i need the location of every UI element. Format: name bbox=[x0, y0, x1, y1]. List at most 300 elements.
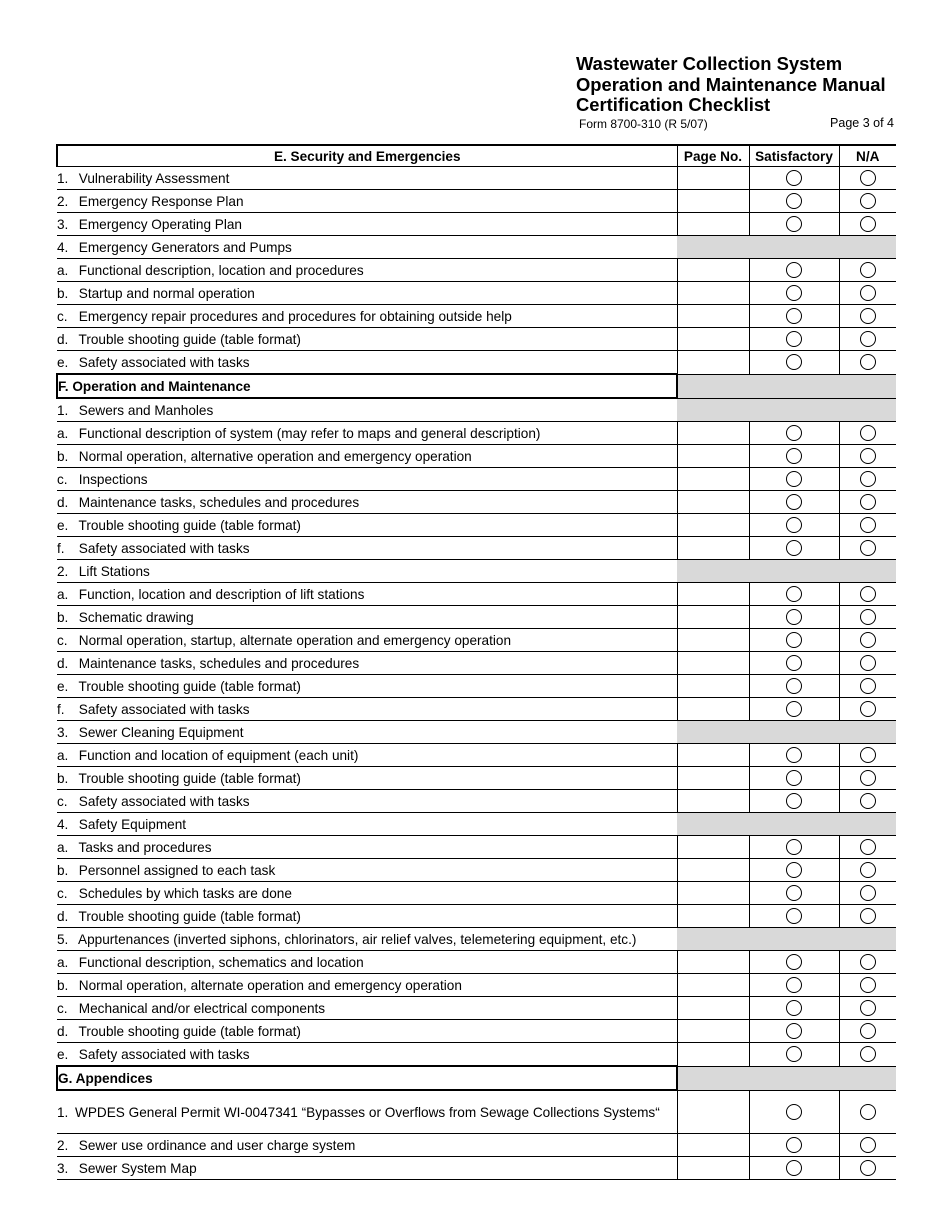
subitem-label: Normal operation, alternative operation and emergency operation bbox=[78, 448, 472, 464]
satisfactory-cell bbox=[749, 259, 839, 282]
page-no-cell[interactable] bbox=[677, 351, 749, 375]
satisfactory-cell bbox=[749, 213, 839, 236]
subitem-label: Function, location and description of lift stations bbox=[78, 586, 365, 602]
na-cell bbox=[839, 698, 896, 721]
page-no-cell[interactable] bbox=[677, 606, 749, 629]
subitem-label-cell bbox=[57, 514, 677, 537]
table-row bbox=[57, 790, 896, 813]
subitem-letter: d. bbox=[57, 494, 69, 510]
subitem-label-cell bbox=[57, 836, 677, 859]
subitem-label: Inspections bbox=[78, 471, 148, 487]
page-no-cell[interactable] bbox=[677, 491, 749, 514]
page-no-cell[interactable] bbox=[677, 997, 749, 1020]
table-row bbox=[57, 859, 896, 882]
na-radio[interactable] bbox=[860, 216, 876, 232]
page-no-cell[interactable] bbox=[677, 190, 749, 213]
na-radio[interactable] bbox=[860, 609, 876, 625]
table-row bbox=[57, 698, 896, 721]
na-cell bbox=[839, 790, 896, 813]
satisfactory-cell bbox=[749, 445, 839, 468]
na-radio[interactable] bbox=[860, 354, 876, 370]
na-cell bbox=[839, 422, 896, 445]
subitem-label-cell bbox=[57, 328, 677, 351]
item-number: 2. bbox=[57, 1137, 69, 1153]
subitem-label-cell bbox=[57, 905, 677, 928]
table-row bbox=[57, 1157, 896, 1180]
satisfactory-cell bbox=[749, 491, 839, 514]
page-no-cell[interactable] bbox=[677, 652, 749, 675]
subitem-label: Tasks and procedures bbox=[78, 839, 212, 855]
table-row bbox=[57, 767, 896, 790]
table-row bbox=[57, 282, 896, 305]
subitem-letter: a. bbox=[57, 425, 69, 441]
table-row bbox=[57, 675, 896, 698]
page-no-cell[interactable] bbox=[677, 514, 749, 537]
subitem-label: Mechanical and/or electrical components bbox=[78, 1000, 326, 1016]
table-row bbox=[57, 652, 896, 675]
table-row bbox=[57, 468, 896, 491]
na-radio[interactable] bbox=[860, 285, 876, 301]
satisfactory-radio[interactable] bbox=[786, 494, 802, 510]
table-row bbox=[57, 351, 896, 375]
satisfactory-radio[interactable] bbox=[786, 977, 802, 993]
na-radio[interactable] bbox=[860, 747, 876, 763]
table-header-row bbox=[57, 145, 896, 167]
subitem-label: Safety associated with tasks bbox=[78, 793, 250, 809]
satisfactory-cell bbox=[749, 1090, 839, 1134]
na-radio[interactable] bbox=[860, 193, 876, 209]
na-cell bbox=[839, 351, 896, 375]
item-label: Emergency Response Plan bbox=[78, 193, 244, 209]
satisfactory-radio[interactable] bbox=[786, 170, 802, 186]
na-radio[interactable] bbox=[860, 770, 876, 786]
subitem-letter: f. bbox=[57, 701, 65, 717]
subitem-label-cell bbox=[57, 790, 677, 813]
subitem-letter: c. bbox=[57, 793, 68, 809]
subitem-label-cell bbox=[57, 351, 677, 375]
subitem-label-cell bbox=[57, 422, 677, 445]
page-no-cell[interactable] bbox=[677, 1020, 749, 1043]
na-cell bbox=[839, 974, 896, 997]
item-label: Emergency Generators and Pumps bbox=[78, 239, 292, 255]
shaded-cell bbox=[677, 1066, 896, 1090]
satisfactory-cell bbox=[749, 859, 839, 882]
page-no-cell[interactable] bbox=[677, 675, 749, 698]
satisfactory-cell bbox=[749, 422, 839, 445]
na-cell bbox=[839, 1043, 896, 1067]
table-row bbox=[57, 305, 896, 328]
col-na: N/A bbox=[839, 145, 896, 167]
subitem-label: Functional description, schematics and location bbox=[78, 954, 364, 970]
na-cell bbox=[839, 514, 896, 537]
table-row bbox=[57, 1134, 896, 1157]
satisfactory-radio[interactable] bbox=[786, 586, 802, 602]
page-no-cell[interactable] bbox=[677, 698, 749, 721]
na-cell bbox=[839, 675, 896, 698]
subitem-letter: c. bbox=[57, 885, 68, 901]
na-radio[interactable] bbox=[860, 977, 876, 993]
page-no-cell[interactable] bbox=[677, 767, 749, 790]
na-cell bbox=[839, 1020, 896, 1043]
satisfactory-radio[interactable] bbox=[786, 678, 802, 694]
subitem-label-cell bbox=[57, 859, 677, 882]
satisfactory-radio[interactable] bbox=[786, 862, 802, 878]
na-radio[interactable] bbox=[860, 308, 876, 324]
satisfactory-radio[interactable] bbox=[786, 839, 802, 855]
satisfactory-radio[interactable] bbox=[786, 285, 802, 301]
item-label-cell bbox=[57, 560, 677, 583]
satisfactory-radio[interactable] bbox=[786, 1137, 802, 1153]
item-label-cell bbox=[57, 213, 677, 236]
item-number: 4. bbox=[57, 239, 69, 255]
page-no-cell[interactable] bbox=[677, 905, 749, 928]
satisfactory-radio[interactable] bbox=[786, 1023, 802, 1039]
subitem-label-cell bbox=[57, 951, 677, 974]
table-row bbox=[57, 997, 896, 1020]
satisfactory-cell bbox=[749, 974, 839, 997]
shaded-cell bbox=[677, 721, 896, 744]
shaded-cell bbox=[677, 928, 896, 951]
section-f-title: F. Operation and Maintenance bbox=[57, 374, 677, 398]
na-cell bbox=[839, 213, 896, 236]
na-radio[interactable] bbox=[860, 862, 876, 878]
subitem-letter: d. bbox=[57, 655, 69, 671]
subitem-letter: d. bbox=[57, 1023, 69, 1039]
item-label-cell bbox=[57, 928, 677, 951]
item-label-cell bbox=[57, 190, 677, 213]
na-cell bbox=[839, 305, 896, 328]
subitem-label: Safety associated with tasks bbox=[78, 354, 250, 370]
na-cell bbox=[839, 445, 896, 468]
satisfactory-radio[interactable] bbox=[786, 540, 802, 556]
page-no-cell[interactable] bbox=[677, 282, 749, 305]
title-line-2: Operation and Maintenance Manual bbox=[576, 73, 886, 95]
subitem-letter: a. bbox=[57, 839, 69, 855]
satisfactory-cell bbox=[749, 468, 839, 491]
na-radio[interactable] bbox=[860, 425, 876, 441]
subitem-label-cell bbox=[57, 1043, 677, 1067]
subitem-letter: b. bbox=[57, 448, 69, 464]
na-cell bbox=[839, 583, 896, 606]
table-row bbox=[57, 190, 896, 213]
shaded-cell bbox=[677, 813, 896, 836]
subitem-letter: d. bbox=[57, 908, 69, 924]
satisfactory-cell bbox=[749, 190, 839, 213]
table-row bbox=[57, 213, 896, 236]
subitem-letter: b. bbox=[57, 285, 69, 301]
na-cell bbox=[839, 1090, 896, 1134]
satisfactory-radio[interactable] bbox=[786, 1000, 802, 1016]
subitem-label-cell bbox=[57, 583, 677, 606]
satisfactory-cell bbox=[749, 1043, 839, 1067]
page-no-cell[interactable] bbox=[677, 445, 749, 468]
item-label: Sewers and Manholes bbox=[78, 402, 214, 418]
satisfactory-cell bbox=[749, 167, 839, 190]
item-label: Lift Stations bbox=[78, 563, 150, 579]
na-radio[interactable] bbox=[860, 678, 876, 694]
item-label: Sewer use ordinance and user charge system bbox=[78, 1137, 356, 1153]
subitem-label: Safety associated with tasks bbox=[78, 1046, 250, 1062]
satisfactory-radio[interactable] bbox=[786, 471, 802, 487]
item-number: 1. bbox=[57, 170, 69, 186]
table-row bbox=[57, 167, 896, 190]
table-row bbox=[57, 398, 896, 422]
na-radio[interactable] bbox=[860, 655, 876, 671]
table-row bbox=[57, 1020, 896, 1043]
item-label: Appurtenances (inverted siphons, chlorinators, air relief valves, telemetering equipment, etc.) bbox=[78, 931, 637, 947]
satisfactory-radio[interactable] bbox=[786, 1160, 802, 1176]
na-radio[interactable] bbox=[860, 1000, 876, 1016]
na-radio[interactable] bbox=[860, 540, 876, 556]
col-page-no: Page No. bbox=[677, 145, 749, 167]
table-row bbox=[57, 1090, 896, 1134]
na-cell bbox=[839, 491, 896, 514]
na-cell bbox=[839, 167, 896, 190]
item-label: Vulnerability Assessment bbox=[78, 170, 230, 186]
table-row bbox=[57, 236, 896, 259]
subitem-label-cell bbox=[57, 997, 677, 1020]
satisfactory-radio[interactable] bbox=[786, 216, 802, 232]
na-radio[interactable] bbox=[860, 1023, 876, 1039]
item-label-cell bbox=[57, 721, 677, 744]
satisfactory-cell bbox=[749, 351, 839, 375]
satisfactory-radio[interactable] bbox=[786, 954, 802, 970]
na-radio[interactable] bbox=[860, 517, 876, 533]
subitem-letter: a. bbox=[57, 747, 69, 763]
subitem-letter: c. bbox=[57, 1000, 68, 1016]
subitem-label-cell bbox=[57, 259, 677, 282]
na-radio[interactable] bbox=[860, 448, 876, 464]
satisfactory-radio[interactable] bbox=[786, 701, 802, 717]
satisfactory-cell bbox=[749, 836, 839, 859]
satisfactory-radio[interactable] bbox=[786, 193, 802, 209]
satisfactory-radio[interactable] bbox=[786, 609, 802, 625]
na-radio[interactable] bbox=[860, 170, 876, 186]
satisfactory-radio[interactable] bbox=[786, 747, 802, 763]
page-no-cell[interactable] bbox=[677, 305, 749, 328]
page-no-cell[interactable] bbox=[677, 836, 749, 859]
title-line-3: Certification Checklist bbox=[576, 94, 771, 115]
page-no-cell[interactable] bbox=[677, 744, 749, 767]
item-number: 4. bbox=[57, 816, 69, 832]
satisfactory-cell bbox=[749, 790, 839, 813]
subitem-label-cell bbox=[57, 882, 677, 905]
item-number: 2. bbox=[57, 563, 69, 579]
satisfactory-radio[interactable] bbox=[786, 448, 802, 464]
item-label: Emergency Operating Plan bbox=[78, 216, 242, 232]
satisfactory-cell bbox=[749, 328, 839, 351]
table-row bbox=[57, 560, 896, 583]
na-cell bbox=[839, 744, 896, 767]
na-radio[interactable] bbox=[860, 494, 876, 510]
table-row bbox=[57, 445, 896, 468]
satisfactory-cell bbox=[749, 905, 839, 928]
page-no-cell[interactable] bbox=[677, 859, 749, 882]
page-no-cell[interactable] bbox=[677, 328, 749, 351]
page-no-cell[interactable] bbox=[677, 1157, 749, 1180]
item-label: Sewer System Map bbox=[78, 1160, 197, 1176]
satisfactory-cell bbox=[749, 675, 839, 698]
shaded-cell bbox=[677, 374, 896, 398]
table-row bbox=[57, 422, 896, 445]
section-row bbox=[57, 374, 896, 398]
document-title bbox=[576, 54, 936, 116]
na-radio[interactable] bbox=[860, 471, 876, 487]
form-number: Form 8700-310 (R 5/07) bbox=[579, 117, 708, 131]
na-radio[interactable] bbox=[860, 1104, 876, 1120]
na-radio[interactable] bbox=[860, 954, 876, 970]
satisfactory-cell bbox=[749, 951, 839, 974]
subitem-label-cell bbox=[57, 652, 677, 675]
table-row bbox=[57, 813, 896, 836]
subitem-label: Trouble shooting guide (table format) bbox=[78, 908, 301, 924]
na-radio[interactable] bbox=[860, 632, 876, 648]
subitem-label: Trouble shooting guide (table format) bbox=[78, 770, 301, 786]
satisfactory-cell bbox=[749, 997, 839, 1020]
satisfactory-radio[interactable] bbox=[786, 793, 802, 809]
subitem-letter: c. bbox=[57, 308, 68, 324]
satisfactory-radio[interactable] bbox=[786, 354, 802, 370]
satisfactory-cell bbox=[749, 606, 839, 629]
subitem-letter: b. bbox=[57, 770, 69, 786]
item-label-cell bbox=[57, 1157, 677, 1180]
item-number: 3. bbox=[57, 724, 69, 740]
satisfactory-radio[interactable] bbox=[786, 517, 802, 533]
satisfactory-radio[interactable] bbox=[786, 331, 802, 347]
na-cell bbox=[839, 859, 896, 882]
page-no-cell[interactable] bbox=[677, 468, 749, 491]
subitem-letter: b. bbox=[57, 977, 69, 993]
page-no-cell[interactable] bbox=[677, 259, 749, 282]
page-no-cell[interactable] bbox=[677, 1134, 749, 1157]
satisfactory-radio[interactable] bbox=[786, 1104, 802, 1120]
na-radio[interactable] bbox=[860, 1160, 876, 1176]
page-no-cell[interactable] bbox=[677, 882, 749, 905]
table-row bbox=[57, 514, 896, 537]
satisfactory-cell bbox=[749, 1157, 839, 1180]
page-no-cell[interactable] bbox=[677, 790, 749, 813]
item-label-cell bbox=[57, 813, 677, 836]
subitem-letter: f. bbox=[57, 540, 65, 556]
satisfactory-radio[interactable] bbox=[786, 1046, 802, 1062]
subitem-letter: e. bbox=[57, 678, 69, 694]
na-radio[interactable] bbox=[860, 908, 876, 924]
subitem-label: Trouble shooting guide (table format) bbox=[78, 1023, 301, 1039]
na-radio[interactable] bbox=[860, 885, 876, 901]
page-no-cell[interactable] bbox=[677, 583, 749, 606]
table-row bbox=[57, 836, 896, 859]
na-radio[interactable] bbox=[860, 262, 876, 278]
item-number: 3. bbox=[57, 1160, 69, 1176]
item-number: 5. bbox=[57, 931, 69, 947]
item-number: 1. bbox=[57, 402, 69, 418]
col-satisfactory: Satisfactory bbox=[749, 145, 839, 167]
item-label: Sewer Cleaning Equipment bbox=[78, 724, 244, 740]
shaded-cell bbox=[677, 560, 896, 583]
page-no-cell[interactable] bbox=[677, 213, 749, 236]
item-label-cell bbox=[57, 167, 677, 190]
page-no-cell[interactable] bbox=[677, 974, 749, 997]
satisfactory-radio[interactable] bbox=[786, 308, 802, 324]
page-no-cell[interactable] bbox=[677, 167, 749, 190]
subitem-label-cell bbox=[57, 537, 677, 560]
satisfactory-cell bbox=[749, 282, 839, 305]
subitem-label-cell bbox=[57, 767, 677, 790]
satisfactory-radio[interactable] bbox=[786, 655, 802, 671]
page-no-cell[interactable] bbox=[677, 537, 749, 560]
satisfactory-radio[interactable] bbox=[786, 425, 802, 441]
page-no-cell[interactable] bbox=[677, 629, 749, 652]
na-cell bbox=[839, 1134, 896, 1157]
satisfactory-radio[interactable] bbox=[786, 262, 802, 278]
subitem-label: Functional description, location and procedures bbox=[78, 262, 364, 278]
satisfactory-cell bbox=[749, 698, 839, 721]
subitem-letter: c. bbox=[57, 632, 68, 648]
subitem-label: Maintenance tasks, schedules and procedures bbox=[78, 494, 360, 510]
subitem-letter: e. bbox=[57, 1046, 69, 1062]
subitem-label: Emergency repair procedures and procedures for obtaining outside help bbox=[78, 308, 512, 324]
na-cell bbox=[839, 328, 896, 351]
page-no-cell[interactable] bbox=[677, 951, 749, 974]
subitem-label: Trouble shooting guide (table format) bbox=[78, 517, 301, 533]
page-no-cell[interactable] bbox=[677, 422, 749, 445]
satisfactory-radio[interactable] bbox=[786, 770, 802, 786]
satisfactory-radio[interactable] bbox=[786, 632, 802, 648]
na-cell bbox=[839, 468, 896, 491]
na-radio[interactable] bbox=[860, 1137, 876, 1153]
page-no-cell[interactable] bbox=[677, 1043, 749, 1067]
subitem-label: Safety associated with tasks bbox=[78, 540, 250, 556]
table-row bbox=[57, 882, 896, 905]
subitem-label-cell bbox=[57, 491, 677, 514]
na-radio[interactable] bbox=[860, 793, 876, 809]
subitem-label-cell bbox=[57, 1020, 677, 1043]
item-label-cell bbox=[57, 236, 677, 259]
na-radio[interactable] bbox=[860, 1046, 876, 1062]
satisfactory-radio[interactable] bbox=[786, 885, 802, 901]
shaded-cell bbox=[677, 236, 896, 259]
table-row bbox=[57, 537, 896, 560]
table-row bbox=[57, 606, 896, 629]
na-radio[interactable] bbox=[860, 701, 876, 717]
satisfactory-cell bbox=[749, 583, 839, 606]
item-number: 3. bbox=[57, 216, 69, 232]
page-no-cell[interactable] bbox=[677, 1090, 749, 1134]
subitem-letter: c. bbox=[57, 471, 68, 487]
title-line-1: Wastewater Collection System bbox=[576, 53, 843, 74]
item-number: 2. bbox=[57, 193, 69, 209]
na-radio[interactable] bbox=[860, 586, 876, 602]
na-radio[interactable] bbox=[860, 839, 876, 855]
satisfactory-radio[interactable] bbox=[786, 908, 802, 924]
na-cell bbox=[839, 905, 896, 928]
satisfactory-cell bbox=[749, 652, 839, 675]
na-cell bbox=[839, 259, 896, 282]
na-cell bbox=[839, 767, 896, 790]
satisfactory-cell bbox=[749, 1134, 839, 1157]
table-row bbox=[57, 583, 896, 606]
satisfactory-cell bbox=[749, 882, 839, 905]
satisfactory-cell bbox=[749, 537, 839, 560]
subitem-label: Normal operation, startup, alternate operation and emergency operation bbox=[78, 632, 512, 648]
na-radio[interactable] bbox=[860, 331, 876, 347]
item-label: WPDES General Permit WI-0047341 “Bypasses or Overflows from Sewage Collections Systems“ bbox=[75, 1104, 660, 1120]
subitem-label: Functional description of system (may refer to maps and general description) bbox=[78, 425, 541, 441]
subitem-label: Startup and normal operation bbox=[78, 285, 255, 301]
section-e-title: E. Security and Emergencies bbox=[57, 145, 677, 167]
subitem-label: Personnel assigned to each task bbox=[78, 862, 276, 878]
shaded-cell bbox=[677, 398, 896, 422]
